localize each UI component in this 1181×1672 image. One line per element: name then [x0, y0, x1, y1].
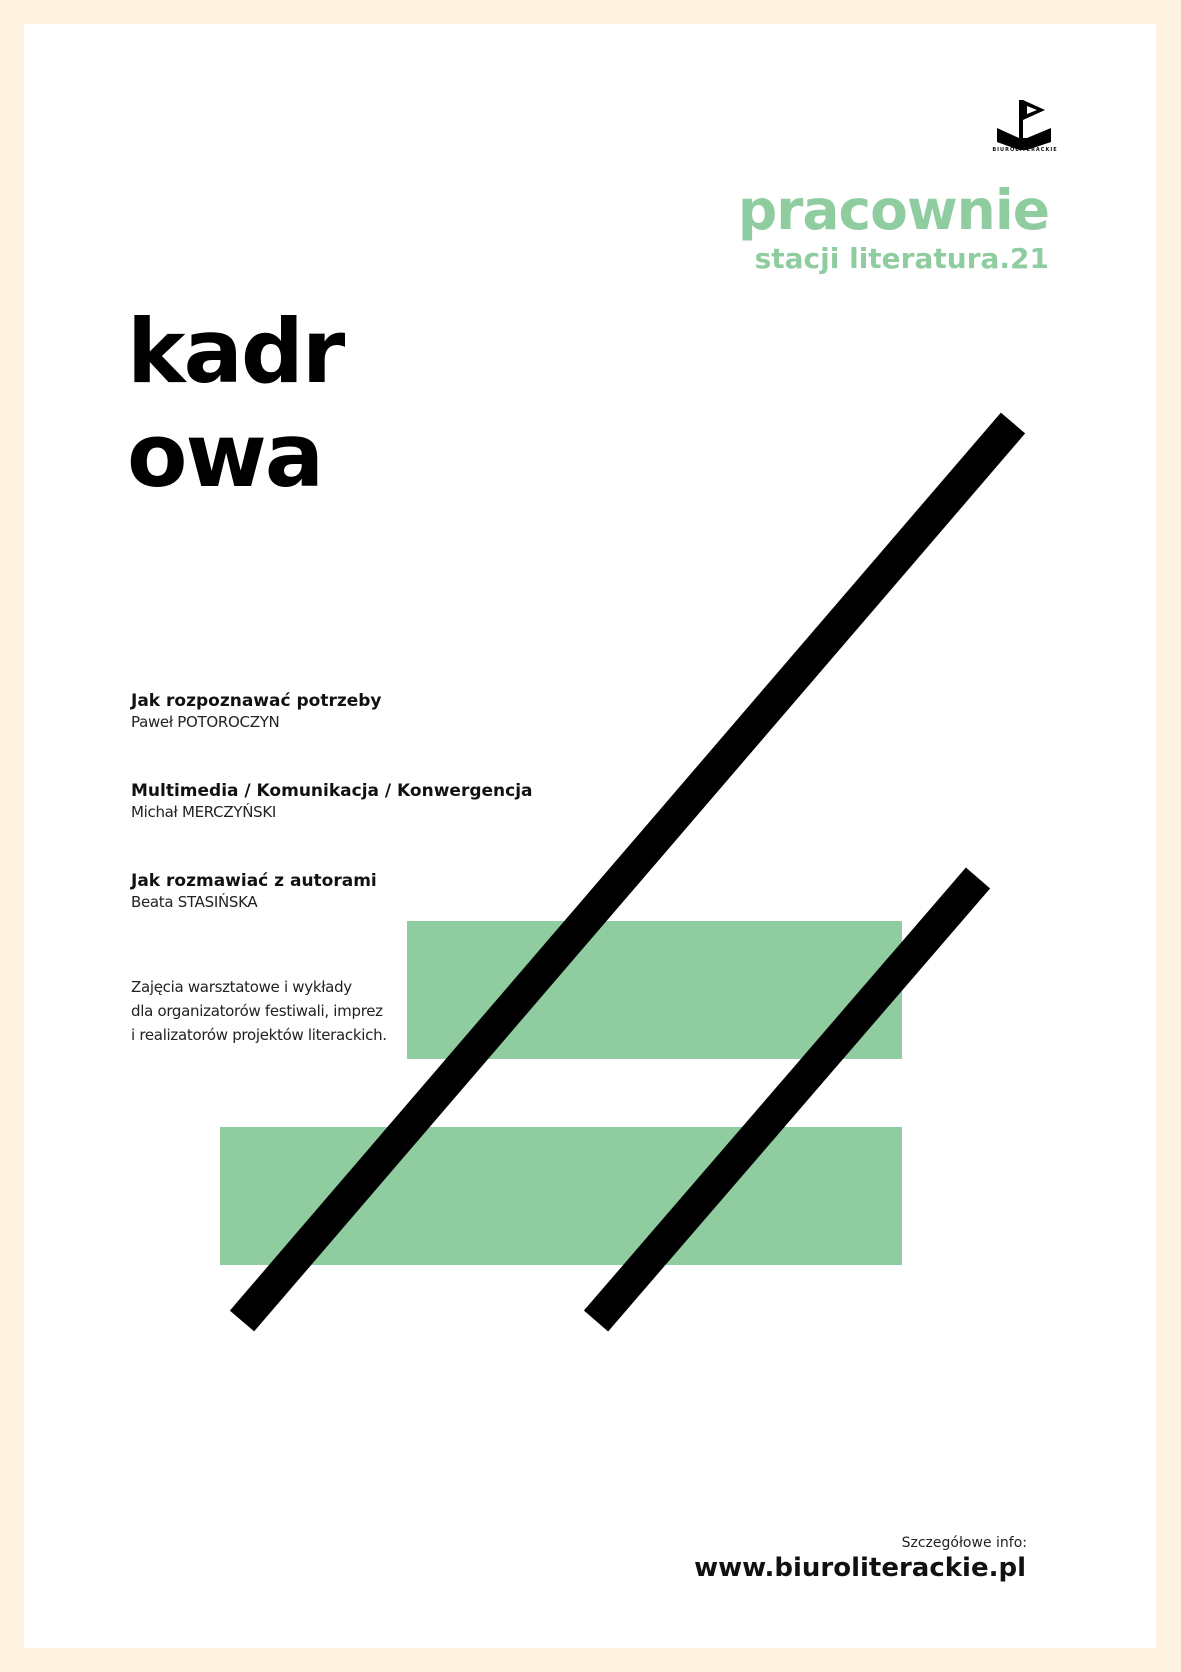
workshop-list [131, 690, 551, 960]
description-line-2: dla organizatorów festiwali, imprez [131, 1002, 383, 1020]
workshop-person: Beata STASIŃSKA [131, 893, 258, 911]
workshop-item [131, 870, 551, 912]
series-subtitle: stacji literatura.21 [754, 242, 1049, 275]
series-title: pracownie [737, 178, 1049, 242]
workshop-item [131, 690, 551, 732]
headline-line-1: kadr [127, 300, 344, 403]
website-url: www.biuroliterackie.pl [694, 1553, 1026, 1583]
description [131, 975, 431, 1047]
headline-line-2: owa [127, 404, 323, 507]
workshop-item [131, 780, 551, 822]
description-line-1: Zajęcia warsztatowe i wykłady [131, 978, 352, 996]
workshop-title: Multimedia / Komunikacja / Konwergencja [131, 781, 533, 801]
logo-wordmark: BIUROLITERACKIE [992, 147, 1058, 153]
info-label: Szczegółowe info: [901, 1535, 1027, 1551]
workshop-person: Michał MERCZYŃSKI [131, 803, 276, 821]
description-line-3: i realizatorów projektów literackich. [131, 1026, 387, 1044]
workshop-title: Jak rozmawiać z autorami [131, 871, 377, 891]
workshop-person: Paweł POTOROCZYN [131, 713, 280, 731]
workshop-title: Jak rozpoznawać potrzeby [131, 691, 382, 711]
